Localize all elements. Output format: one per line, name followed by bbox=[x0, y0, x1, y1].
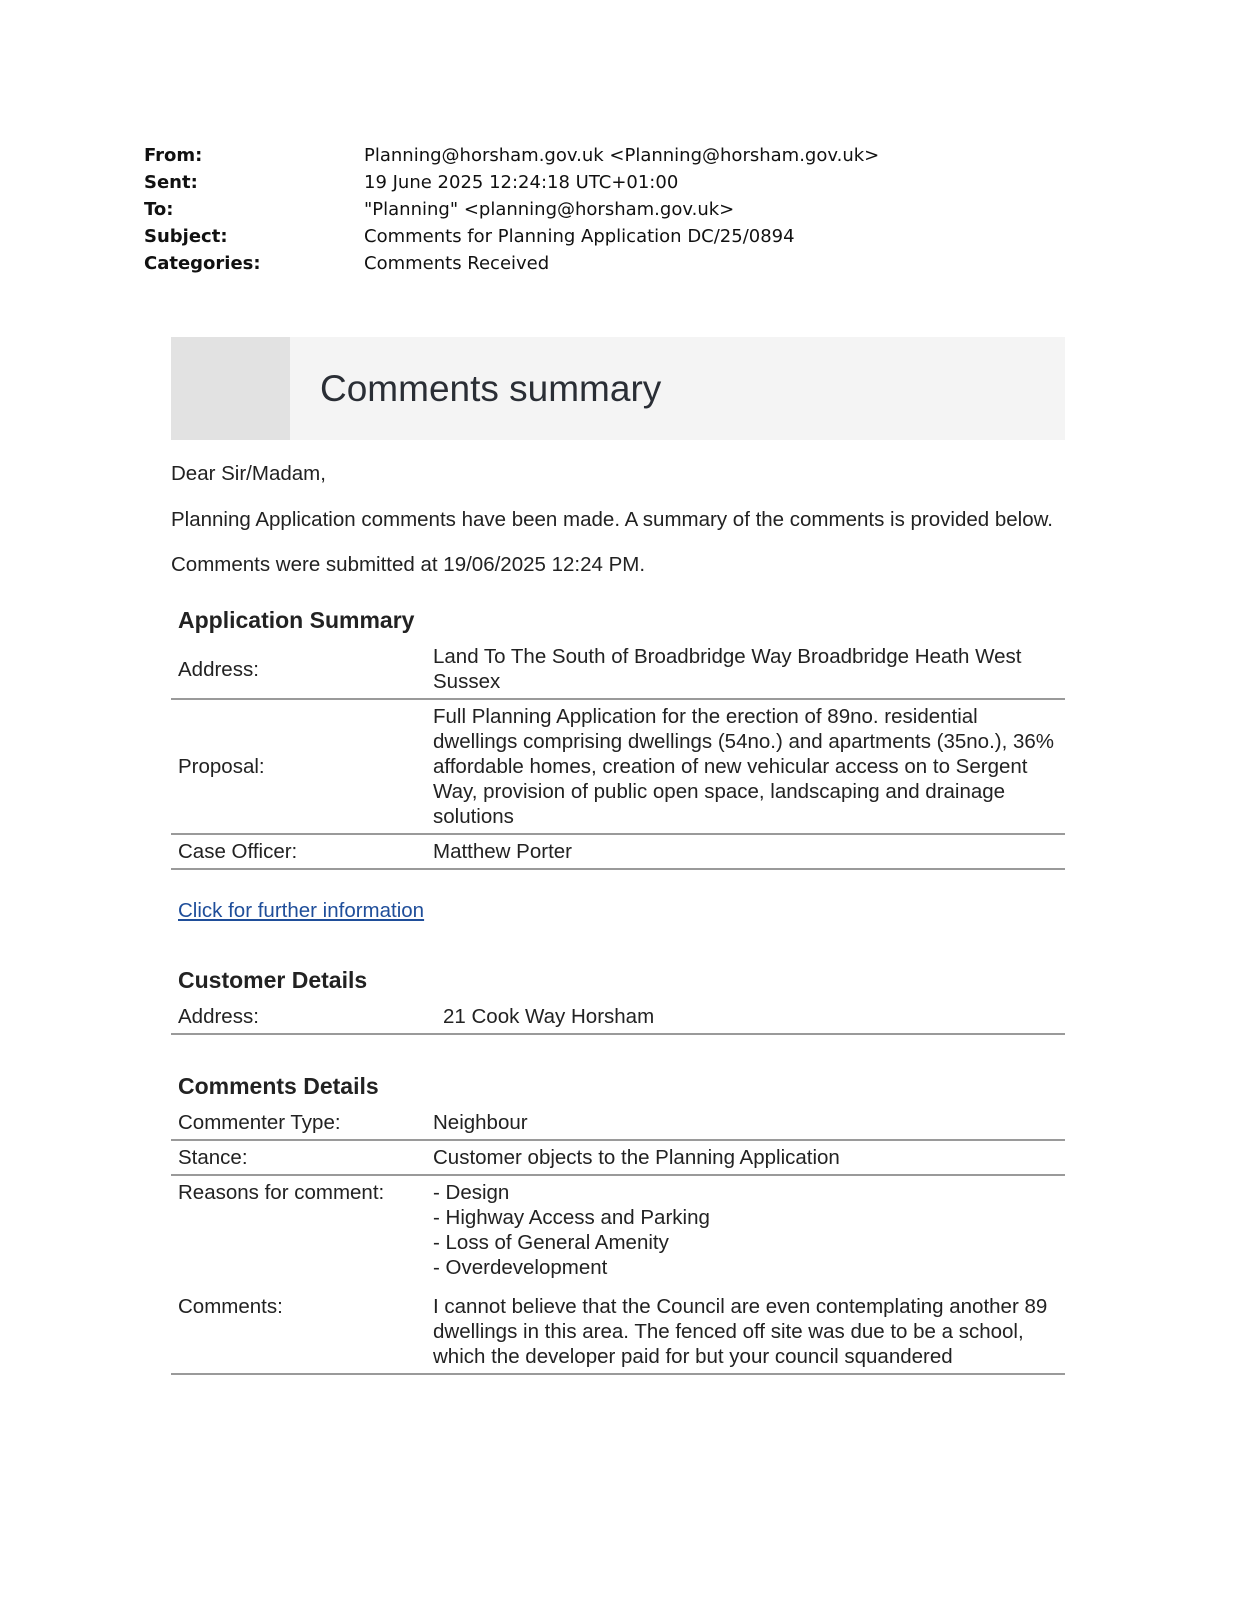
table-row bbox=[171, 1175, 1065, 1284]
further-info-wrap bbox=[171, 898, 1065, 923]
reason-item: - Overdevelopment bbox=[433, 1256, 608, 1279]
to-value: "Planning" <planning@horsham.gov.uk> bbox=[364, 199, 735, 220]
categories-label: Categories: bbox=[144, 253, 261, 274]
reasons-label: Reasons for comment: bbox=[178, 1181, 385, 1204]
customer-address-label: Address: bbox=[171, 1000, 426, 1034]
application-summary-heading: Application Summary bbox=[178, 607, 415, 633]
greeting: Dear Sir/Madam, bbox=[171, 462, 326, 485]
reason-item: - Loss of General Amenity bbox=[433, 1231, 669, 1254]
reason-item: - Highway Access and Parking bbox=[433, 1206, 710, 1229]
table-row bbox=[171, 640, 1065, 699]
customer-address-value: 21 Cook Way Horsham bbox=[426, 1000, 1065, 1034]
case-officer-value: Matthew Porter bbox=[426, 834, 1065, 869]
comments-details-table bbox=[171, 1106, 1065, 1375]
address-value: Land To The South of Broadbridge Way Broadbridge Heath West Sussex bbox=[426, 640, 1065, 699]
stance-label: Stance: bbox=[171, 1140, 426, 1175]
customer-details-heading: Customer Details bbox=[178, 967, 368, 993]
sent-label: Sent: bbox=[144, 172, 198, 193]
from-label: From: bbox=[144, 145, 203, 166]
subject-value: Comments for Planning Application DC/25/0894 bbox=[364, 226, 795, 247]
page-title: Comments summary bbox=[320, 368, 662, 409]
table-row bbox=[171, 699, 1065, 834]
banner-logo-placeholder bbox=[171, 337, 290, 440]
stance-value: Customer objects to the Planning Application bbox=[426, 1140, 1065, 1175]
table-row bbox=[171, 1106, 1065, 1140]
table-row bbox=[171, 1284, 1065, 1374]
application-summary-table bbox=[171, 640, 1065, 870]
to-label: To: bbox=[144, 199, 174, 220]
comments-label: Comments: bbox=[171, 1284, 426, 1374]
from-value: Planning@horsham.gov.uk <Planning@horsham.gov.uk> bbox=[364, 145, 880, 166]
commenter-type-value: Neighbour bbox=[426, 1106, 1065, 1140]
reasons-list bbox=[426, 1175, 1065, 1284]
table-row bbox=[171, 1140, 1065, 1175]
proposal-label: Proposal: bbox=[171, 699, 426, 834]
customer-details-table bbox=[171, 1000, 1065, 1035]
proposal-value: Full Planning Application for the erection of 89no. residential dwellings comprising dwellings (54no.) and apartments (35no.), 36% affordable homes, creation of new vehicular access on to Sergent Way, provision of public open space, landscaping and drainage solutions bbox=[426, 699, 1065, 834]
categories-value: Comments Received bbox=[364, 253, 550, 274]
summary-banner bbox=[171, 337, 1065, 440]
case-officer-label: Case Officer: bbox=[171, 834, 426, 869]
comments-details-heading: Comments Details bbox=[178, 1073, 379, 1099]
comments-value: I cannot believe that the Council are even contemplating another 89 dwellings in this area. The fenced off site was due to be a school, which the developer paid for but your council squandered bbox=[426, 1284, 1065, 1374]
submitted-time: Comments were submitted at 19/06/2025 12:24 PM. bbox=[171, 553, 646, 576]
subject-label: Subject: bbox=[144, 226, 228, 247]
intro-message: Planning Application comments have been made. A summary of the comments is provided below. bbox=[171, 508, 1053, 531]
table-row bbox=[171, 834, 1065, 869]
address-label: Address: bbox=[171, 640, 426, 699]
further-info-link[interactable]: Click for further information bbox=[178, 899, 425, 922]
commenter-type-label: Commenter Type: bbox=[171, 1106, 426, 1140]
table-row bbox=[171, 1000, 1065, 1034]
sent-value: 19 June 2025 12:24:18 UTC+01:00 bbox=[364, 172, 679, 193]
email-body bbox=[171, 337, 1065, 1375]
reason-item: - Design bbox=[433, 1181, 510, 1204]
